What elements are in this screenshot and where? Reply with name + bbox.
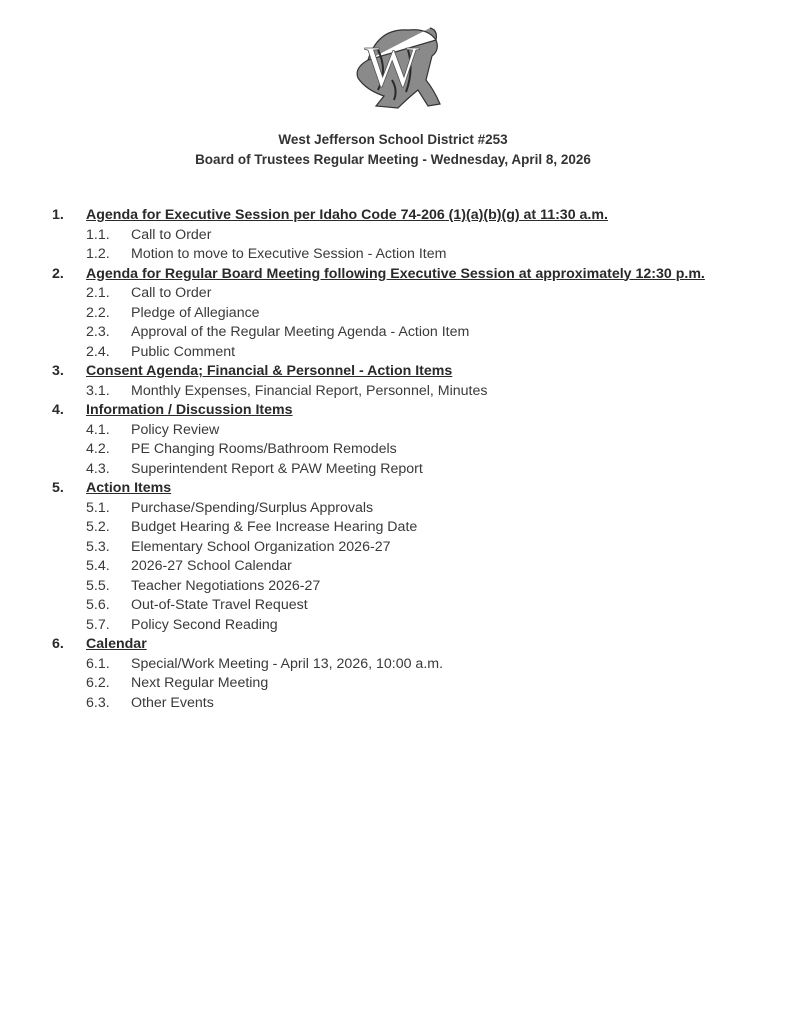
agenda-section xyxy=(0,265,791,285)
section-number: 3. xyxy=(52,363,64,379)
agenda-item xyxy=(0,245,791,265)
item-number: 2.3. xyxy=(86,324,110,340)
item-number: 2.4. xyxy=(86,343,110,360)
item-number: 5.3. xyxy=(86,538,110,555)
agenda-item xyxy=(0,440,791,460)
agenda-list xyxy=(0,206,791,713)
item-number: 1.1. xyxy=(86,226,110,243)
item-text: Call to Order xyxy=(131,226,212,243)
agenda-item xyxy=(0,382,791,402)
item-text: Purchase/Spending/Surplus Approvals xyxy=(131,499,374,516)
agenda-section xyxy=(0,479,791,499)
agenda-section xyxy=(0,635,791,655)
section-title: Information / Discussion Items xyxy=(86,402,293,418)
item-number: 5.4. xyxy=(86,558,110,574)
agenda-item xyxy=(0,655,791,675)
agenda-item xyxy=(0,304,791,324)
item-text: Policy Second Reading xyxy=(131,616,278,633)
item-text: Superintendent Report & PAW Meeting Report xyxy=(131,460,423,477)
agenda-item xyxy=(0,616,791,636)
agenda-item xyxy=(0,674,791,694)
item-number: 5.2. xyxy=(86,519,110,535)
agenda-item xyxy=(0,694,791,714)
item-text: Motion to move to Executive Session - Action Item xyxy=(131,246,447,262)
district-logo xyxy=(348,20,444,112)
item-text: Teacher Negotiations 2026-27 xyxy=(131,577,321,594)
district-title: West Jefferson School District #253 xyxy=(278,132,508,147)
item-text: Special/Work Meeting - April 13, 2026, 10:00 a.m. xyxy=(131,655,444,672)
item-number: 5.7. xyxy=(86,616,110,633)
meeting-title: Board of Trustees Regular Meeting - Wednesday, April 8, 2026 xyxy=(195,151,591,167)
agenda-item xyxy=(0,596,791,616)
item-text: Pledge of Allegiance xyxy=(131,304,260,321)
section-title: Agenda for Executive Session per Idaho Code 74-206 (1)(a)(b)(g) at 11:30 a.m. xyxy=(86,207,608,223)
item-text: Other Events xyxy=(131,694,214,711)
item-number: 3.1. xyxy=(86,382,110,399)
agenda-item xyxy=(0,538,791,558)
item-text: Budget Hearing & Fee Increase Hearing Date xyxy=(131,519,418,535)
agenda-section xyxy=(0,206,791,226)
section-number: 4. xyxy=(52,402,64,418)
agenda-item xyxy=(0,557,791,577)
item-number: 1.2. xyxy=(86,246,110,262)
agenda-item xyxy=(0,460,791,480)
agenda-section xyxy=(0,362,791,382)
section-title: Consent Agenda; Financial & Personnel - Action Items xyxy=(86,363,453,379)
item-text: PE Changing Rooms/Bathroom Remodels xyxy=(131,441,397,457)
section-number: 2. xyxy=(52,265,64,282)
agenda-item xyxy=(0,421,791,441)
item-text: Call to Order xyxy=(131,285,212,301)
item-text: Policy Review xyxy=(131,421,220,438)
item-number: 6.1. xyxy=(86,655,110,672)
item-number: 5.6. xyxy=(86,597,110,613)
agenda-item xyxy=(0,226,791,246)
agenda-item xyxy=(0,284,791,304)
agenda-item xyxy=(0,323,791,343)
section-title: Calendar xyxy=(86,636,147,652)
agenda-section xyxy=(0,401,791,421)
section-number: 1. xyxy=(52,207,64,223)
section-title: Action Items xyxy=(86,480,172,496)
section-number: 6. xyxy=(52,636,64,652)
item-number: 5.5. xyxy=(86,577,110,594)
item-number: 4.1. xyxy=(86,421,110,438)
item-text: Next Regular Meeting xyxy=(131,675,269,691)
item-number: 4.3. xyxy=(86,460,110,477)
item-text: Approval of the Regular Meeting Agenda - Action Item xyxy=(131,324,470,340)
item-number: 6.3. xyxy=(86,694,110,711)
agenda-item xyxy=(0,518,791,538)
section-title: Agenda for Regular Board Meeting following Executive Session at approximately 12:30 p.m. xyxy=(86,265,705,282)
item-text: 2026-27 School Calendar xyxy=(131,558,292,574)
item-number: 5.1. xyxy=(86,499,110,516)
item-number: 6.2. xyxy=(86,675,110,691)
item-text: Public Comment xyxy=(131,343,236,360)
agenda-item xyxy=(0,343,791,363)
agenda-item xyxy=(0,577,791,597)
logo-letter: W xyxy=(364,34,420,99)
section-number: 5. xyxy=(52,480,64,496)
item-text: Elementary School Organization 2026-27 xyxy=(131,538,391,555)
item-number: 2.1. xyxy=(86,285,110,301)
item-text: Monthly Expenses, Financial Report, Personnel, Minutes xyxy=(131,382,488,399)
agenda-item xyxy=(0,499,791,519)
item-text: Out-of-State Travel Request xyxy=(131,597,308,613)
item-number: 2.2. xyxy=(86,304,110,321)
document-header xyxy=(0,130,786,169)
item-number: 4.2. xyxy=(86,441,110,457)
